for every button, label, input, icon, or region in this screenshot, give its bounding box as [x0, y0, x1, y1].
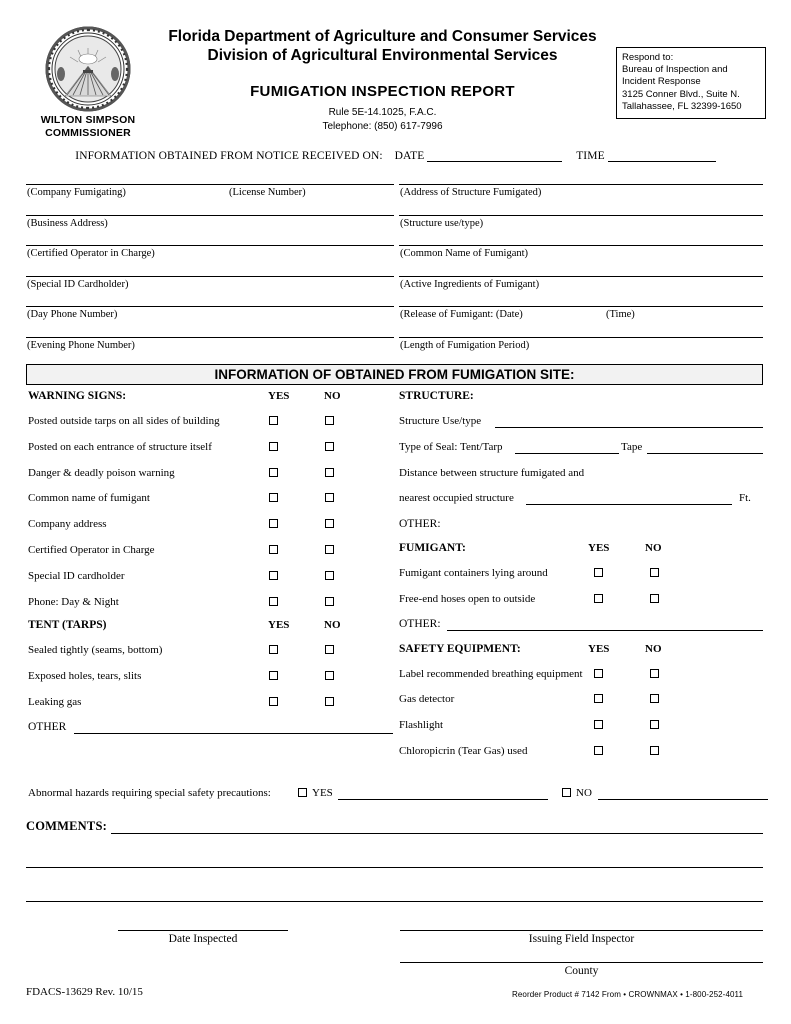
field-caption: (Company Fumigating) — [27, 187, 126, 198]
checkbox-label: Fumigant containers lying around — [399, 566, 548, 579]
field-caption: (Structure use/type) — [400, 217, 484, 229]
checkbox-no[interactable] — [325, 697, 334, 706]
distance-label-line1: Distance between structure fumigated and — [399, 466, 585, 479]
checkbox-label: Label recommended breathing equipment — [399, 667, 583, 680]
field-caption: (Business Address) — [27, 217, 108, 229]
checkbox-label: Posted outside tarps on all sides of building — [28, 415, 220, 427]
structure-use-type-input[interactable] — [495, 427, 763, 428]
notice-prefix-label: INFORMATION OBTAINED FROM NOTICE RECEIVED ON: — [75, 150, 383, 162]
field-caption: (Address of Structure Fumigated) — [400, 187, 542, 198]
respond-line-4: 3125 Conner Blvd., Suite N. — [622, 88, 740, 100]
field-line — [399, 184, 763, 185]
comments-line-2[interactable] — [26, 867, 763, 868]
field-evening-phone-number[interactable] — [26, 337, 394, 368]
abnormal-hazards-yes-input[interactable] — [338, 799, 548, 800]
document-header — [0, 0, 791, 140]
county-caption: County — [564, 965, 599, 977]
rule-reference: Rule 5E-14.1025, F.A.C. — [328, 107, 437, 118]
field-active-ingredients-of-fumigant[interactable] — [399, 276, 763, 307]
checkbox-yes[interactable] — [594, 669, 603, 678]
checkbox-row — [399, 590, 767, 616]
checkbox-label: Exposed holes, tears, slits — [28, 670, 142, 683]
agency-title — [155, 27, 610, 65]
abnormal-hazards-no-label: NO — [576, 787, 592, 799]
checkbox-label: Gas detector — [399, 693, 455, 706]
notice-date-input[interactable] — [427, 150, 562, 162]
field-caption-secondary: (Time) — [606, 309, 635, 320]
field-caption: (Day Phone Number) — [27, 309, 118, 320]
field-line — [26, 337, 394, 338]
checkbox-row — [28, 438, 393, 464]
telephone: Telephone: (850) 617-7996 — [322, 121, 443, 132]
type-of-seal-label: Type of Seal: Tent/Tarp — [399, 440, 503, 453]
field-structure-use-type[interactable] — [399, 215, 763, 246]
checkbox-no[interactable] — [650, 720, 659, 729]
safety-equipment-heading: SAFETY EQUIPMENT: — [399, 642, 521, 655]
checkbox-row — [28, 541, 393, 567]
checkbox-row — [28, 593, 393, 619]
type-of-seal-row — [399, 438, 767, 464]
fumigant-heading: FUMIGANT: — [399, 541, 466, 554]
nearest-structure-row — [399, 489, 767, 515]
tent-tarps-heading: TENT (TARPS) — [28, 619, 107, 632]
field-line — [399, 337, 763, 338]
structure-other-row — [399, 515, 767, 541]
checkbox-row — [28, 693, 393, 719]
checkbox-label: Posted on each entrance of structure itself — [28, 440, 212, 453]
tape-label: Tape — [621, 440, 643, 453]
checkbox-no[interactable] — [325, 671, 334, 680]
nearest-structure-label: nearest occupied structure — [399, 492, 514, 505]
field-business-address[interactable] — [26, 215, 394, 246]
form-id-footer: FDACS-13629 Rev. 10/15 — [26, 986, 143, 998]
field-caption-secondary: (License Number) — [229, 187, 306, 198]
abnormal-hazards-label: Abnormal hazards requiring special safety precautions: — [28, 787, 271, 799]
field-length-of-fumigation-period[interactable] — [399, 337, 763, 368]
respond-line-3: Incident Response — [622, 76, 701, 88]
notice-time-label: TIME — [576, 150, 605, 162]
checkbox-yes[interactable] — [269, 442, 278, 451]
fumigant-other-row — [399, 616, 767, 642]
tape-input[interactable] — [647, 453, 763, 454]
field-caption: (Evening Phone Number) — [27, 339, 135, 351]
notice-time-input[interactable] — [608, 150, 716, 162]
field-release-of-fumigant[interactable] — [399, 306, 763, 337]
checkbox-label: Phone: Day & Night — [28, 595, 119, 608]
fumigant-heading-row — [399, 542, 767, 564]
commissioner-role: COMMISSIONER — [45, 127, 131, 139]
respond-to-box — [616, 47, 766, 119]
tent-tarps-other-input[interactable] — [74, 733, 393, 734]
field-caption: (Common Name of Fumigant) — [400, 248, 529, 259]
checkbox-no[interactable] — [325, 493, 334, 502]
field-special-id-cardholder[interactable] — [26, 276, 394, 307]
issuing-field-inspector-caption: Issuing Field Inspector — [528, 933, 635, 945]
abnormal-hazards-no-input[interactable] — [598, 799, 768, 800]
field-line — [399, 306, 763, 307]
distance-label-row — [399, 464, 767, 490]
fumigant-yes-header: YES — [588, 541, 610, 554]
fumigant-no-header: NO — [645, 541, 662, 554]
field-day-phone-number[interactable] — [26, 306, 394, 337]
checkbox-row — [28, 641, 393, 667]
nearest-structure-input[interactable] — [526, 504, 732, 505]
checkbox-yes[interactable] — [269, 519, 278, 528]
checkbox-label: Chloropicrin (Tear Gas) used — [399, 744, 528, 757]
checkbox-no[interactable] — [325, 519, 334, 528]
abnormal-hazards-yes-label: YES — [312, 787, 333, 799]
checkbox-no[interactable] — [325, 645, 334, 654]
checkbox-no[interactable] — [650, 694, 659, 703]
checkbox-row — [28, 567, 393, 593]
checkbox-label: Company address — [28, 518, 107, 531]
tent-tarp-input[interactable] — [515, 453, 619, 454]
field-caption: (Special ID Cardholder) — [27, 278, 129, 290]
structure-use-type-label: Structure Use/type — [399, 415, 482, 427]
checkbox-label: Danger & deadly poison warning — [28, 466, 175, 479]
field-line — [399, 276, 763, 277]
fumigant-other-input[interactable] — [447, 630, 763, 631]
checkbox-yes[interactable] — [269, 697, 278, 706]
checkbox-row — [399, 716, 767, 742]
checkbox-no[interactable] — [325, 545, 334, 554]
checkbox-row — [399, 742, 767, 768]
checkbox-row — [399, 564, 767, 590]
checkbox-label: Special ID cardholder — [28, 569, 125, 582]
comments-line-1[interactable] — [111, 833, 763, 834]
checkbox-label: Sealed tightly (seams, bottom) — [28, 644, 163, 657]
field-caption: (Certified Operator in Charge) — [27, 248, 155, 259]
tent-tarps-heading-row — [28, 619, 393, 641]
state-seal-icon — [45, 26, 131, 112]
checkbox-yes[interactable] — [269, 468, 278, 477]
section-header-fumigation-site: INFORMATION OF OBTAINED FROM FUMIGATION SITE: — [26, 364, 763, 385]
tent-tarps-other-row — [28, 719, 393, 745]
checkbox-row — [28, 667, 393, 693]
checkbox-row — [28, 464, 393, 490]
report-title: FUMIGATION INSPECTION REPORT — [250, 83, 515, 100]
safety-equipment-heading-row — [399, 643, 767, 665]
field-line — [26, 276, 394, 277]
checkbox-label: Leaking gas — [28, 695, 82, 708]
checkbox-yes[interactable] — [269, 597, 278, 606]
structure-other-label: OTHER: — [399, 518, 441, 531]
checkbox-yes[interactable] — [594, 746, 603, 755]
checkbox-no[interactable] — [650, 568, 659, 577]
structure-heading: STRUCTURE: — [399, 390, 474, 402]
field-company-fumigating[interactable] — [26, 184, 394, 215]
checkbox-row — [399, 665, 767, 691]
field-caption: (Length of Fumigation Period) — [400, 339, 530, 351]
checkbox-yes[interactable] — [269, 493, 278, 502]
warning-signs-heading-row — [28, 390, 393, 412]
checkbox-label: Flashlight — [399, 719, 444, 732]
tent-tarps-no-header: NO — [324, 619, 341, 632]
field-line — [26, 184, 394, 185]
respond-line-5: Tallahassee, FL 32399-1650 — [622, 100, 742, 112]
feet-unit-label: Ft. — [739, 492, 751, 505]
issuing-field-inspector-block[interactable] — [400, 930, 763, 945]
checkbox-row — [28, 412, 393, 438]
checkbox-yes[interactable] — [269, 645, 278, 654]
comments-line-3[interactable] — [26, 901, 763, 902]
date-inspected-block[interactable] — [118, 930, 288, 945]
field-line — [399, 215, 763, 216]
fumigant-other-label: OTHER: — [399, 617, 441, 630]
checkbox-no[interactable] — [325, 468, 334, 477]
checkbox-label: Common name of fumigant — [28, 492, 150, 505]
safety-equipment-yes-header: YES — [588, 642, 610, 655]
site-info-right-column — [399, 390, 767, 768]
checkbox-yes[interactable] — [594, 720, 603, 729]
field-line — [26, 306, 394, 307]
top-fields-right-column — [399, 184, 763, 367]
checkbox-yes[interactable] — [594, 694, 603, 703]
tent-tarps-other-label: OTHER — [28, 720, 67, 733]
respond-line-1: Respond to: — [622, 52, 674, 63]
notice-received-row — [0, 150, 791, 162]
notice-date-label: DATE — [394, 150, 425, 162]
abnormal-hazards-yes-checkbox[interactable] — [298, 788, 307, 797]
checkbox-no[interactable] — [325, 571, 334, 580]
comments-label: COMMENTS: — [26, 819, 107, 833]
field-caption: (Release of Fumigant: (Date) — [400, 309, 523, 320]
agency-title-line2: Division of Agricultural Environmental Services — [207, 47, 558, 64]
field-certified-operator-in-charge[interactable] — [26, 245, 394, 276]
safety-equipment-no-header: NO — [645, 642, 662, 655]
structure-heading-row — [399, 390, 767, 412]
checkbox-yes[interactable] — [594, 594, 603, 603]
checkbox-yes[interactable] — [269, 545, 278, 554]
date-inspected-caption: Date Inspected — [168, 933, 238, 945]
warning-signs-yes-header: YES — [268, 390, 290, 402]
checkbox-label: Free-end hoses open to outside — [399, 592, 536, 605]
field-line — [399, 245, 763, 246]
rule-reference-block — [155, 106, 610, 134]
checkbox-no[interactable] — [325, 416, 334, 425]
checkbox-yes[interactable] — [269, 571, 278, 580]
warning-signs-no-header: NO — [324, 390, 341, 402]
commissioner-name: WILTON SIMPSON — [40, 114, 136, 126]
agency-title-line1: Florida Department of Agriculture and Consumer Services — [168, 28, 597, 45]
checkbox-row — [28, 489, 393, 515]
field-line — [26, 245, 394, 246]
structure-use-type-row — [399, 412, 767, 438]
respond-line-2: Bureau of Inspection and — [622, 64, 728, 76]
top-fields-left-column — [26, 184, 394, 367]
checkbox-no[interactable] — [325, 597, 334, 606]
field-caption: (Active Ingredients of Fumigant) — [400, 278, 540, 290]
abnormal-hazards-row — [28, 786, 768, 806]
checkbox-no[interactable] — [650, 746, 659, 755]
checkbox-yes[interactable] — [269, 416, 278, 425]
field-common-name-of-fumigant[interactable] — [399, 245, 763, 276]
checkbox-label: Certified Operator in Charge — [28, 543, 155, 556]
abnormal-hazards-no-checkbox[interactable] — [562, 788, 571, 797]
county-block[interactable] — [400, 962, 763, 977]
warning-signs-heading: WARNING SIGNS: — [28, 390, 127, 402]
commissioner-block — [22, 114, 154, 140]
checkbox-row — [399, 690, 767, 716]
checkbox-no[interactable] — [325, 442, 334, 451]
checkbox-yes[interactable] — [594, 568, 603, 577]
checkbox-no[interactable] — [650, 594, 659, 603]
checkbox-row — [28, 515, 393, 541]
field-address-of-structure-fumigated[interactable] — [399, 184, 763, 215]
field-line — [26, 215, 394, 216]
checkbox-no[interactable] — [650, 669, 659, 678]
reorder-info-footer: Reorder Product # 7142 From • CROWNMAX • 1-800-252-4011 — [512, 990, 744, 999]
site-info-left-column — [28, 390, 393, 745]
tent-tarps-yes-header: YES — [268, 619, 290, 632]
checkbox-yes[interactable] — [269, 671, 278, 680]
